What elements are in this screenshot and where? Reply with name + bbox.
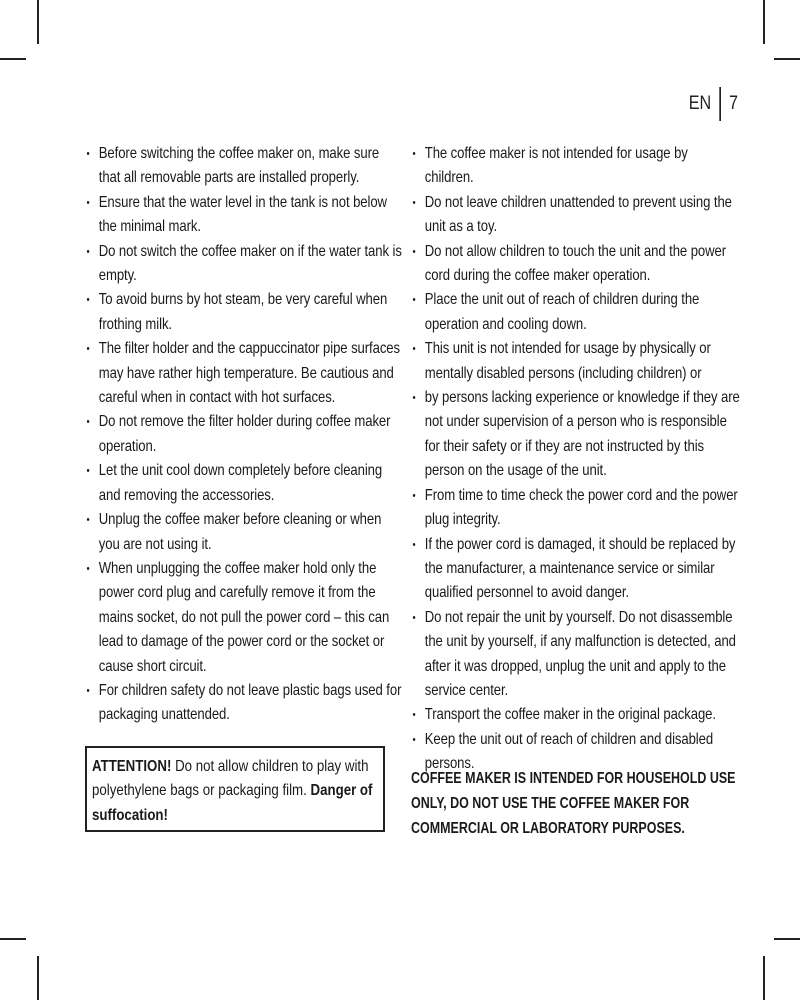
list-item-text: The coffee maker is not intended for usage by children. xyxy=(424,145,688,187)
list-item-text: Ensure that the water level in the tank is not below the minimal mark. xyxy=(98,193,387,236)
bullet-icon: • xyxy=(86,684,90,697)
list-item-text: When unplugging the coffee maker hold only the power cord plug and carefully remove it from the mains socket, do not pull the power cord – this can lead to damage of the power cord or the socket or cause short circuit. xyxy=(98,559,390,675)
bullet-icon: • xyxy=(412,196,416,209)
household-use-notice xyxy=(411,766,741,841)
list-item xyxy=(410,386,740,484)
bullet-icon: • xyxy=(86,196,90,209)
list-item-text: Do not repair the unit by yourself. Do not disassemble the unit by yourself, if any malfunction is detected, and after it was dropped, unplug the unit and apply to the service center. xyxy=(424,608,736,699)
list-item-text: Unplug the coffee maker before cleaning or when you are not using it. xyxy=(98,511,382,553)
list-item-text: From time to time check the power cord and the power plug integrity. xyxy=(424,486,738,529)
bullet-icon: • xyxy=(412,709,416,722)
list-item xyxy=(410,606,740,704)
list-item xyxy=(84,288,404,337)
bullet-icon: • xyxy=(86,514,90,527)
list-item-text: For children safety do not leave plastic bags used for packaging unattended. xyxy=(98,681,402,724)
list-item-text: Place the unit out of reach of children during the operation and cooling down. xyxy=(424,291,700,333)
bullet-icon: • xyxy=(412,538,416,551)
header-divider xyxy=(720,87,722,121)
bullet-icon: • xyxy=(412,611,416,624)
crop-mark xyxy=(0,58,26,60)
list-item-text: The filter holder and the cappuccinator pipe surfaces may have rather high temperature. Be cautious and careful when in contact with hot surfaces. xyxy=(98,340,401,407)
list-item xyxy=(84,191,404,240)
crop-mark xyxy=(37,0,39,44)
crop-mark xyxy=(37,956,39,1000)
bullet-icon: • xyxy=(412,294,416,307)
bullet-icon: • xyxy=(86,245,90,258)
bullet-icon: • xyxy=(412,343,416,356)
list-item xyxy=(84,508,404,557)
list-item-text: Before switching the coffee maker on, make sure that all removable parts are installed properly. xyxy=(98,145,380,187)
bullet-icon: • xyxy=(412,489,416,502)
crop-mark xyxy=(763,956,765,1000)
bullet-icon: • xyxy=(412,148,416,160)
list-item xyxy=(84,337,404,410)
list-item-text: To avoid burns by hot steam, be very careful when frothing milk. xyxy=(98,291,388,333)
left-column xyxy=(84,142,404,728)
attention-emphasis: Danger of suffocation! xyxy=(91,782,373,824)
list-item xyxy=(410,240,740,289)
list-item-text: This unit is not intended for usage by physically or mentally disabled persons (including children) or xyxy=(424,340,711,382)
right-bullet-list xyxy=(410,142,740,777)
list-item-text: Let the unit cool down completely before cleaning and removing the accessories. xyxy=(98,462,383,504)
list-item xyxy=(410,484,740,533)
notice-text: COFFEE MAKER IS INTENDED FOR HOUSEHOLD USE ONLY, DO NOT USE THE COFFEE MAKER FOR COMMERCIAL OR LABORATORY PURPOSES. xyxy=(411,770,736,837)
bullet-icon: • xyxy=(412,733,416,746)
crop-mark xyxy=(763,0,765,44)
list-item xyxy=(84,240,404,289)
attention-text: Do not allow children to play with polyethylene bags or packaging film. xyxy=(91,758,369,800)
list-item xyxy=(410,142,740,191)
bullet-icon: • xyxy=(86,294,90,307)
list-item-text: Keep the unit out of reach of children and disabled persons. xyxy=(424,730,714,773)
language-code: EN xyxy=(688,93,712,114)
list-item xyxy=(410,533,740,606)
bullet-icon: • xyxy=(412,392,416,405)
list-item-text: If the power cord is damaged, it should be replaced by the manufacturer, a maintenance service or similar qualified personnel to avoid danger. xyxy=(424,535,736,602)
bullet-icon: • xyxy=(86,562,90,575)
list-item xyxy=(84,459,404,508)
bullet-icon: • xyxy=(86,148,90,160)
crop-mark xyxy=(0,938,26,940)
page-header xyxy=(689,88,738,120)
list-item xyxy=(410,337,740,386)
bullet-icon: • xyxy=(86,343,90,356)
crop-mark xyxy=(774,938,800,940)
page-number: 7 xyxy=(729,93,738,114)
list-item-text: by persons lacking experience or knowledge if they are not under supervision of a person who is responsible for their safety or if they are not instructed by this person on the usage of the unit. xyxy=(424,389,740,480)
bullet-icon: • xyxy=(86,416,90,429)
left-bullet-list xyxy=(84,142,404,728)
list-item-text: Do not allow children to touch the unit and the power cord during the coffee maker operation. xyxy=(424,242,727,285)
attention-box xyxy=(85,746,385,832)
list-item xyxy=(410,191,740,240)
list-item xyxy=(84,679,404,728)
list-item xyxy=(84,410,404,459)
list-item-text: Do not remove the filter holder during coffee maker operation. xyxy=(98,413,391,455)
list-item-text: Do not leave children unattended to prevent using the unit as a toy. xyxy=(424,193,732,236)
attention-label: ATTENTION! xyxy=(91,758,172,775)
list-item xyxy=(84,142,404,191)
list-item xyxy=(410,703,740,727)
list-item xyxy=(410,288,740,337)
list-item-text: Transport the coffee maker in the original package. xyxy=(424,706,716,724)
right-column xyxy=(410,142,740,777)
bullet-icon: • xyxy=(86,465,90,478)
crop-mark xyxy=(774,58,800,60)
bullet-icon: • xyxy=(412,245,416,258)
list-item xyxy=(84,557,404,679)
list-item-text: Do not switch the coffee maker on if the water tank is empty. xyxy=(98,242,402,285)
